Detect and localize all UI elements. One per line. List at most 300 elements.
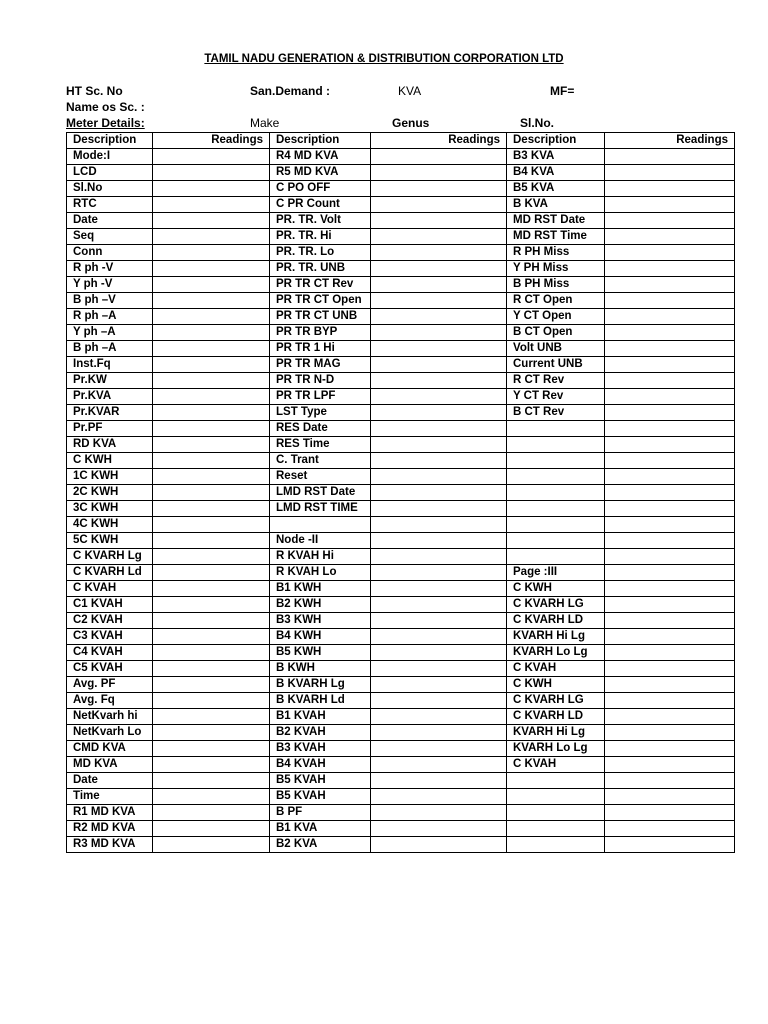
table-row (67, 341, 735, 357)
reading-cell[interactable] (371, 373, 507, 389)
table-row (67, 405, 735, 421)
reading-cell[interactable] (371, 437, 507, 453)
reading-cell[interactable] (605, 437, 735, 453)
table-row (67, 629, 735, 645)
reading-cell[interactable] (371, 181, 507, 197)
reading-cell[interactable] (605, 149, 735, 165)
description-cell: Node -II (270, 533, 371, 549)
reading-cell[interactable] (371, 165, 507, 181)
reading-cell[interactable] (605, 325, 735, 341)
reading-cell[interactable] (371, 565, 507, 581)
description-cell: Conn (67, 245, 153, 261)
description-cell: B KWH (270, 661, 371, 677)
description-cell: Reset (270, 469, 371, 485)
description-cell: PR. TR. Volt (270, 213, 371, 229)
table-row (67, 613, 735, 629)
description-cell: PR. TR. Hi (270, 229, 371, 245)
reading-cell[interactable] (605, 629, 735, 645)
description-cell: B4 KWH (270, 629, 371, 645)
reading-cell[interactable] (153, 389, 270, 405)
description-cell (507, 837, 605, 853)
description-cell: R2 MD KVA (67, 821, 153, 837)
reading-cell[interactable] (371, 229, 507, 245)
description-cell: B3 KVAH (270, 741, 371, 757)
description-cell (507, 469, 605, 485)
san-demand-label: San.Demand : (250, 84, 331, 98)
reading-cell[interactable] (371, 549, 507, 565)
description-cell: B5 KVAH (270, 773, 371, 789)
reading-cell[interactable] (153, 421, 270, 437)
reading-cell[interactable] (371, 661, 507, 677)
reading-cell[interactable] (153, 229, 270, 245)
reading-cell[interactable] (153, 309, 270, 325)
description-cell: C PO OFF (270, 181, 371, 197)
description-cell: PR TR CT UNB (270, 309, 371, 325)
description-cell: C KVARH Ld (67, 565, 153, 581)
reading-cell[interactable] (371, 469, 507, 485)
reading-cell[interactable] (371, 405, 507, 421)
reading-cell[interactable] (605, 453, 735, 469)
reading-cell[interactable] (153, 805, 270, 821)
description-cell: KVARH Hi Lg (507, 725, 605, 741)
table-row (67, 709, 735, 725)
reading-cell[interactable] (605, 741, 735, 757)
description-cell: C KWH (507, 581, 605, 597)
description-cell: B3 KVA (507, 149, 605, 165)
reading-cell[interactable] (605, 725, 735, 741)
reading-cell[interactable] (605, 405, 735, 421)
description-cell: 4C KWH (67, 517, 153, 533)
description-cell (507, 421, 605, 437)
reading-cell[interactable] (153, 597, 270, 613)
description-cell: 3C KWH (67, 501, 153, 517)
description-cell: B KVARH Ld (270, 693, 371, 709)
description-cell: Y ph –A (67, 325, 153, 341)
meter-details-label: Meter Details: (66, 116, 145, 130)
table-row (67, 725, 735, 741)
reading-cell[interactable] (153, 789, 270, 805)
description-cell: Date (67, 773, 153, 789)
reading-cell[interactable] (605, 469, 735, 485)
description-cell: C KWH (67, 453, 153, 469)
reading-cell[interactable] (371, 341, 507, 357)
reading-cell[interactable] (605, 245, 735, 261)
reading-cell[interactable] (371, 677, 507, 693)
table-row (67, 421, 735, 437)
reading-cell[interactable] (605, 693, 735, 709)
description-cell (507, 533, 605, 549)
reading-cell[interactable] (605, 805, 735, 821)
description-cell: B KVA (507, 197, 605, 213)
reading-cell[interactable] (605, 389, 735, 405)
reading-cell[interactable] (605, 501, 735, 517)
reading-cell[interactable] (153, 757, 270, 773)
reading-cell[interactable] (371, 453, 507, 469)
description-cell: Pr.PF (67, 421, 153, 437)
description-cell: Y ph -V (67, 277, 153, 293)
table-row (67, 773, 735, 789)
reading-cell[interactable] (371, 325, 507, 341)
description-cell (507, 549, 605, 565)
description-cell: C1 KVAH (67, 597, 153, 613)
reading-cell[interactable] (605, 309, 735, 325)
reading-cell[interactable] (153, 517, 270, 533)
description-cell: Date (67, 213, 153, 229)
reading-cell[interactable] (605, 757, 735, 773)
table-row (67, 645, 735, 661)
reading-cell[interactable] (605, 277, 735, 293)
description-cell: Inst.Fq (67, 357, 153, 373)
description-cell (507, 501, 605, 517)
description-cell: Page :III (507, 565, 605, 581)
reading-cell[interactable] (153, 341, 270, 357)
description-cell: B5 KVAH (270, 789, 371, 805)
description-cell: PR TR BYP (270, 325, 371, 341)
description-cell: NetKvarh hi (67, 709, 153, 725)
reading-cell[interactable] (153, 197, 270, 213)
description-cell: PR TR CT Open (270, 293, 371, 309)
reading-cell[interactable] (371, 581, 507, 597)
table-row (67, 149, 735, 165)
reading-cell[interactable] (153, 149, 270, 165)
table-row (67, 517, 735, 533)
reading-cell[interactable] (153, 837, 270, 853)
description-cell: MD KVA (67, 757, 153, 773)
reading-cell[interactable] (153, 693, 270, 709)
kva-label: KVA (398, 84, 422, 98)
document-title: TAMIL NADU GENERATION & DISTRIBUTION CORPORATION LTD (204, 53, 564, 65)
reading-cell[interactable] (371, 501, 507, 517)
description-cell: R ph –A (67, 309, 153, 325)
reading-cell[interactable] (371, 245, 507, 261)
table-row (67, 677, 735, 693)
description-cell: Current UNB (507, 357, 605, 373)
description-cell: B2 KVA (270, 837, 371, 853)
name-of-sc-label: Name os Sc. : (66, 100, 145, 114)
description-cell: Y PH Miss (507, 261, 605, 277)
table-row (67, 325, 735, 341)
reading-cell[interactable] (605, 773, 735, 789)
reading-cell[interactable] (605, 821, 735, 837)
reading-cell[interactable] (371, 757, 507, 773)
mf-label: MF= (550, 84, 575, 98)
reading-cell[interactable] (605, 677, 735, 693)
table-row (67, 581, 735, 597)
table-row (67, 533, 735, 549)
column-header-description: Description (270, 133, 371, 149)
description-cell: R5 MD KVA (270, 165, 371, 181)
reading-cell[interactable] (153, 437, 270, 453)
description-cell: B CT Open (507, 325, 605, 341)
description-cell: B CT Rev (507, 405, 605, 421)
description-cell: B ph –V (67, 293, 153, 309)
reading-cell[interactable] (605, 261, 735, 277)
description-cell (270, 517, 371, 533)
table-row (67, 805, 735, 821)
reading-cell[interactable] (371, 821, 507, 837)
table-row (67, 485, 735, 501)
description-cell: 5C KWH (67, 533, 153, 549)
description-cell: R PH Miss (507, 245, 605, 261)
description-cell (507, 437, 605, 453)
description-cell: R4 MD KVA (270, 149, 371, 165)
reading-cell[interactable] (371, 213, 507, 229)
table-row (67, 213, 735, 229)
description-cell (507, 805, 605, 821)
reading-cell[interactable] (153, 741, 270, 757)
reading-cell[interactable] (153, 725, 270, 741)
reading-cell[interactable] (371, 357, 507, 373)
description-cell: Time (67, 789, 153, 805)
reading-cell[interactable] (605, 357, 735, 373)
reading-cell[interactable] (605, 661, 735, 677)
reading-cell[interactable] (153, 165, 270, 181)
reading-cell[interactable] (605, 549, 735, 565)
description-cell (507, 517, 605, 533)
column-header-readings: Readings (371, 133, 507, 149)
reading-cell[interactable] (153, 373, 270, 389)
description-cell: R CT Rev (507, 373, 605, 389)
description-cell: B3 KWH (270, 613, 371, 629)
table-row (67, 565, 735, 581)
description-cell: B5 KVA (507, 181, 605, 197)
description-cell: RES Date (270, 421, 371, 437)
description-cell: PR. TR. UNB (270, 261, 371, 277)
description-cell (507, 485, 605, 501)
table-row (67, 757, 735, 773)
reading-cell[interactable] (371, 293, 507, 309)
reading-cell[interactable] (371, 613, 507, 629)
table-row (67, 549, 735, 565)
description-cell: C KWH (507, 677, 605, 693)
reading-cell[interactable] (153, 181, 270, 197)
description-cell: PR TR MAG (270, 357, 371, 373)
description-cell: RD KVA (67, 437, 153, 453)
reading-cell[interactable] (371, 485, 507, 501)
table-row (67, 309, 735, 325)
description-cell: Seq (67, 229, 153, 245)
table-row (67, 277, 735, 293)
table-row (67, 437, 735, 453)
reading-cell[interactable] (371, 693, 507, 709)
description-cell: Pr.KVA (67, 389, 153, 405)
reading-cell[interactable] (605, 517, 735, 533)
reading-cell[interactable] (371, 789, 507, 805)
reading-cell[interactable] (605, 597, 735, 613)
reading-cell[interactable] (153, 581, 270, 597)
reading-cell[interactable] (153, 261, 270, 277)
description-cell: KVARH Lo Lg (507, 645, 605, 661)
description-cell: KVARH Hi Lg (507, 629, 605, 645)
reading-cell[interactable] (153, 245, 270, 261)
reading-cell[interactable] (153, 213, 270, 229)
description-cell (507, 773, 605, 789)
description-cell: C5 KVAH (67, 661, 153, 677)
reading-cell[interactable] (371, 709, 507, 725)
description-cell: B4 KVA (507, 165, 605, 181)
description-cell: B1 KVAH (270, 709, 371, 725)
description-cell: LST Type (270, 405, 371, 421)
reading-cell[interactable] (371, 837, 507, 853)
reading-cell[interactable] (605, 645, 735, 661)
description-cell: LMD RST Date (270, 485, 371, 501)
description-cell: B2 KWH (270, 597, 371, 613)
description-cell: C. Trant (270, 453, 371, 469)
reading-cell[interactable] (153, 677, 270, 693)
table-row (67, 261, 735, 277)
column-header-description: Description (507, 133, 605, 149)
reading-cell[interactable] (371, 149, 507, 165)
reading-cell[interactable] (605, 229, 735, 245)
table-row (67, 181, 735, 197)
reading-cell[interactable] (605, 789, 735, 805)
reading-cell[interactable] (153, 533, 270, 549)
description-cell: B PF (270, 805, 371, 821)
reading-cell[interactable] (605, 613, 735, 629)
reading-cell[interactable] (153, 325, 270, 341)
description-cell: B1 KWH (270, 581, 371, 597)
reading-cell[interactable] (371, 725, 507, 741)
reading-cell[interactable] (371, 389, 507, 405)
reading-cell[interactable] (153, 469, 270, 485)
table-row (67, 229, 735, 245)
description-cell: B1 KVA (270, 821, 371, 837)
reading-cell[interactable] (605, 837, 735, 853)
reading-cell[interactable] (605, 533, 735, 549)
description-cell: Sl.No (67, 181, 153, 197)
reading-cell[interactable] (605, 341, 735, 357)
reading-cell[interactable] (153, 773, 270, 789)
reading-cell[interactable] (605, 373, 735, 389)
description-cell: Volt UNB (507, 341, 605, 357)
description-cell (507, 453, 605, 469)
description-cell: MD RST Time (507, 229, 605, 245)
table-body (67, 133, 735, 853)
description-cell: C3 KVAH (67, 629, 153, 645)
reading-cell[interactable] (153, 821, 270, 837)
reading-cell[interactable] (153, 549, 270, 565)
description-cell: RTC (67, 197, 153, 213)
table-row (67, 597, 735, 613)
reading-cell[interactable] (153, 709, 270, 725)
table-row (67, 693, 735, 709)
description-cell: B5 KWH (270, 645, 371, 661)
description-cell: B PH Miss (507, 277, 605, 293)
description-cell: C KVARH LG (507, 693, 605, 709)
reading-cell[interactable] (371, 309, 507, 325)
table-row (67, 389, 735, 405)
description-cell: NetKvarh Lo (67, 725, 153, 741)
reading-cell[interactable] (153, 629, 270, 645)
description-cell: R KVAH Hi (270, 549, 371, 565)
reading-cell[interactable] (605, 485, 735, 501)
description-cell: R1 MD KVA (67, 805, 153, 821)
description-cell: PR. TR. Lo (270, 245, 371, 261)
reading-cell[interactable] (153, 645, 270, 661)
description-cell: R KVAH Lo (270, 565, 371, 581)
reading-cell[interactable] (371, 773, 507, 789)
description-cell: KVARH Lo Lg (507, 741, 605, 757)
table-row (67, 373, 735, 389)
reading-cell[interactable] (153, 293, 270, 309)
reading-cell[interactable] (153, 485, 270, 501)
table-header-row (67, 133, 735, 149)
table-row (67, 821, 735, 837)
table-row (67, 293, 735, 309)
reading-cell[interactable] (371, 517, 507, 533)
description-cell (507, 821, 605, 837)
reading-cell[interactable] (371, 261, 507, 277)
reading-cell[interactable] (153, 405, 270, 421)
reading-cell[interactable] (371, 597, 507, 613)
reading-cell[interactable] (605, 197, 735, 213)
reading-cell[interactable] (371, 805, 507, 821)
reading-cell[interactable] (153, 453, 270, 469)
reading-cell[interactable] (371, 277, 507, 293)
description-cell: LMD RST TIME (270, 501, 371, 517)
meter-readings-table (66, 132, 735, 853)
reading-cell[interactable] (371, 741, 507, 757)
description-cell: Y CT Open (507, 309, 605, 325)
reading-cell[interactable] (605, 165, 735, 181)
reading-cell[interactable] (371, 533, 507, 549)
reading-cell[interactable] (371, 645, 507, 661)
table-row (67, 789, 735, 805)
reading-cell[interactable] (153, 661, 270, 677)
column-header-description: Description (67, 133, 153, 149)
reading-cell[interactable] (371, 421, 507, 437)
description-cell: Y CT Rev (507, 389, 605, 405)
description-cell: 1C KWH (67, 469, 153, 485)
description-cell: PR TR 1 Hi (270, 341, 371, 357)
description-cell: C KVARH Lg (67, 549, 153, 565)
reading-cell[interactable] (605, 213, 735, 229)
description-cell: B KVARH Lg (270, 677, 371, 693)
reading-cell[interactable] (605, 581, 735, 597)
column-header-readings: Readings (605, 133, 735, 149)
description-cell: CMD KVA (67, 741, 153, 757)
reading-cell[interactable] (153, 277, 270, 293)
table-row (67, 469, 735, 485)
description-cell: Avg. Fq (67, 693, 153, 709)
description-cell: PR TR N-D (270, 373, 371, 389)
reading-cell[interactable] (153, 565, 270, 581)
reading-cell[interactable] (605, 293, 735, 309)
description-cell: C PR Count (270, 197, 371, 213)
description-cell: C KVARH LG (507, 597, 605, 613)
reading-cell[interactable] (153, 357, 270, 373)
description-cell: B ph –A (67, 341, 153, 357)
reading-cell[interactable] (153, 501, 270, 517)
description-cell: LCD (67, 165, 153, 181)
reading-cell[interactable] (605, 421, 735, 437)
sl-no-label: Sl.No. (520, 116, 555, 130)
description-cell: C KVAH (507, 757, 605, 773)
reading-cell[interactable] (605, 565, 735, 581)
reading-cell[interactable] (371, 629, 507, 645)
reading-cell[interactable] (153, 613, 270, 629)
description-cell: Mode:I (67, 149, 153, 165)
reading-cell[interactable] (371, 197, 507, 213)
description-cell: C2 KVAH (67, 613, 153, 629)
description-cell: MD RST Date (507, 213, 605, 229)
description-cell: C KVARH LD (507, 709, 605, 725)
table-row (67, 357, 735, 373)
description-cell: C KVAH (67, 581, 153, 597)
table-row (67, 245, 735, 261)
reading-cell[interactable] (605, 181, 735, 197)
reading-cell[interactable] (605, 709, 735, 725)
